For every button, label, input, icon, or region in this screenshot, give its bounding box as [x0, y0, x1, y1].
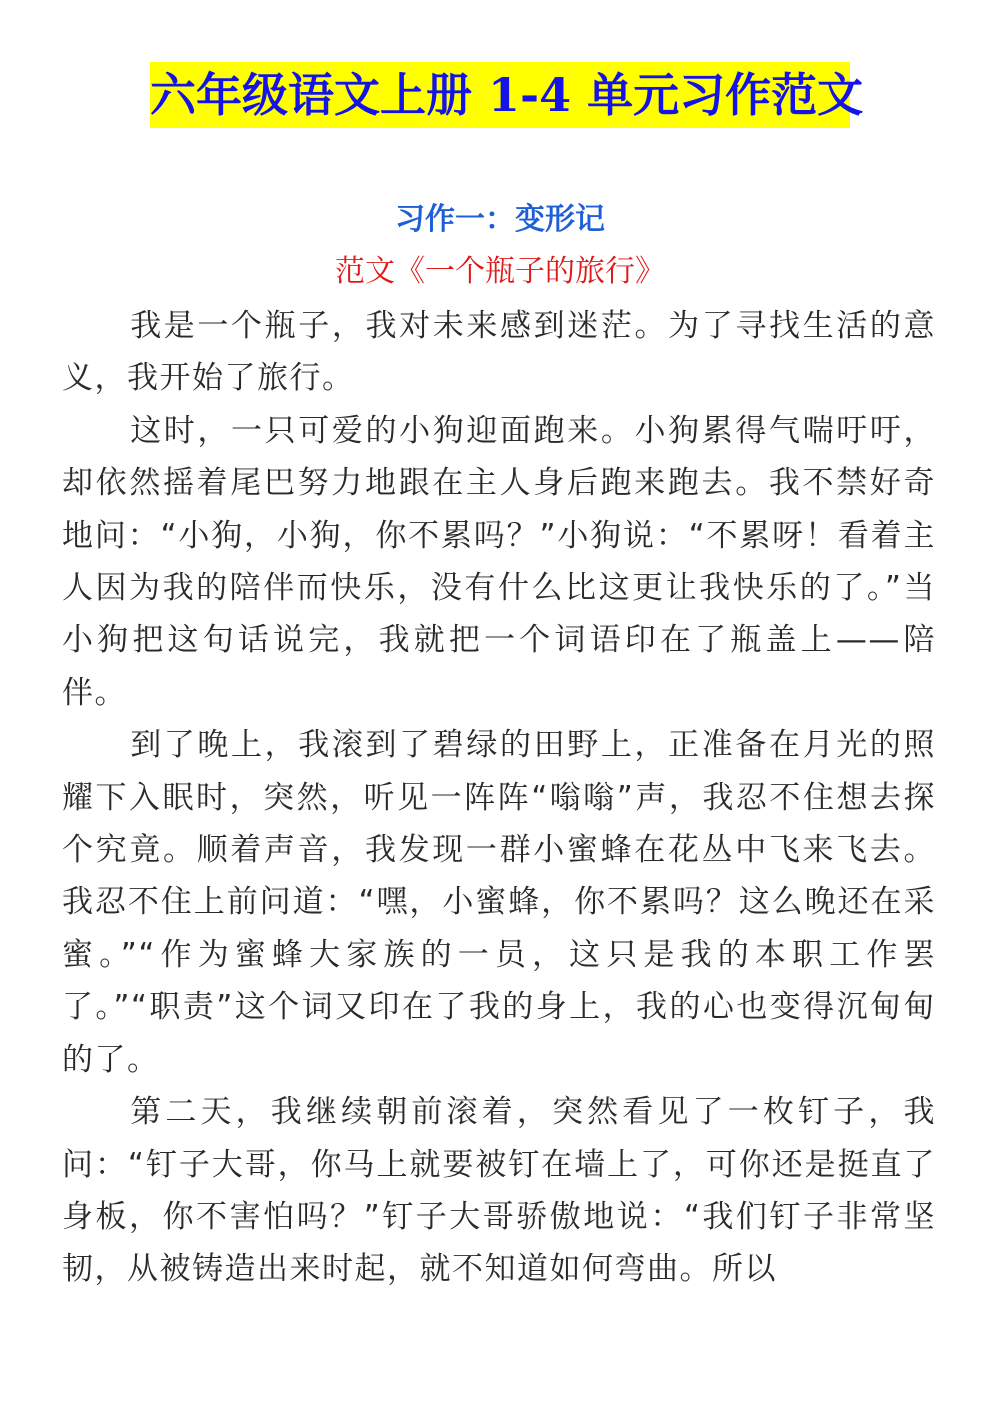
paragraph-1: 我是一个瓶子，我对未来感到迷茫。为了寻找生活的意义，我开始了旅行。 — [62, 308, 936, 397]
section-title: 习作一：变形记 — [395, 202, 605, 237]
paragraph-3: 到了晚上，我滚到了碧绿的田野上，正准备在月光的照耀下入眠时，突然，听见一阵阵“嗡嗡”声，我忍不住想去探个究竟。顺着声音，我发现一群小蜜蜂在花丛中飞来飞去。我忍不住上前问道：“嘿，小蜜蜂，你不累吗？这么晚还在采蜜。”“作为蜜蜂大家族的一员，这只是我的本职工作罢了。”“职责”这个词又印在了我的身上，我的心也变得沉甸甸的了。 — [62, 727, 936, 1078]
page-title: 六年级语文上册 1-4 单元习作范文 — [150, 62, 850, 128]
paragraph-2: 这时，一只可爱的小狗迎面跑来。小狗累得气喘吁吁，却依然摇着尾巴努力地跟在主人身后跑来跑去。我不禁好奇地问：“小狗，小狗，你不累吗？”小狗说：“不累呀！看着主人因为我的陪伴而快乐，没有什么比这更让我快乐的了。”当小狗把这句话说完，我就把一个词语印在了瓶盖上——陪伴。 — [62, 412, 936, 711]
essay-title: 范文《一个瓶子的旅行》 — [335, 254, 665, 289]
essay-body — [62, 300, 936, 1296]
paragraph-4: 第二天，我继续朝前滚着，突然看见了一枚钉子，我问：“钉子大哥，你马上就要被钉在墙上了，可你还是挺直了身板，你不害怕吗？”钉子大哥骄傲地说：“我们钉子非常坚韧，从被铸造出来时起，就不知道如何弯曲。所以 — [62, 1094, 936, 1288]
